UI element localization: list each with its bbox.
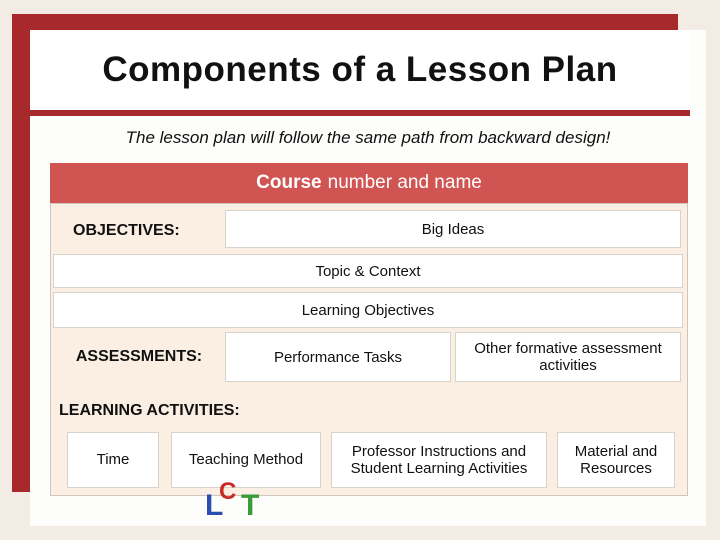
course-header-bold: Course	[256, 172, 322, 193]
title-bar	[30, 30, 690, 110]
lct-logo	[205, 475, 269, 517]
performance-tasks-cell: Performance Tasks	[225, 332, 451, 382]
material-resources-column-cell: Material and Resources	[557, 432, 675, 488]
teaching-method-column-cell: Teaching Method	[171, 432, 321, 488]
slide-title: Components of a Lesson Plan	[102, 50, 618, 89]
title-divider	[30, 110, 690, 116]
lesson-plan-table	[50, 203, 688, 496]
time-column-cell: Time	[67, 432, 159, 488]
slide-subtitle: The lesson plan will follow the same path from backward design!	[125, 128, 611, 147]
learning-activities-label: LEARNING ACTIVITIES:	[59, 402, 240, 419]
assessments-label: ASSESSMENTS:	[75, 348, 203, 365]
course-header	[50, 163, 688, 203]
assessments-label-cell	[53, 332, 225, 382]
other-formative-cell: Other formative assessment activities	[455, 332, 681, 382]
professor-instructions-column-cell: Professor Instructions and Student Learning Activities	[331, 432, 547, 488]
course-header-rest: number and name	[327, 172, 482, 193]
learning-objectives-cell: Learning Objectives	[53, 292, 683, 328]
logo-letter-t: T	[241, 489, 260, 517]
objectives-label: OBJECTIVES:	[73, 222, 180, 239]
topic-context-cell: Topic & Context	[53, 254, 683, 288]
logo-letter-c: C	[219, 478, 237, 505]
logo-letter-l: L	[205, 489, 224, 517]
big-ideas-cell: Big Ideas	[225, 210, 681, 248]
